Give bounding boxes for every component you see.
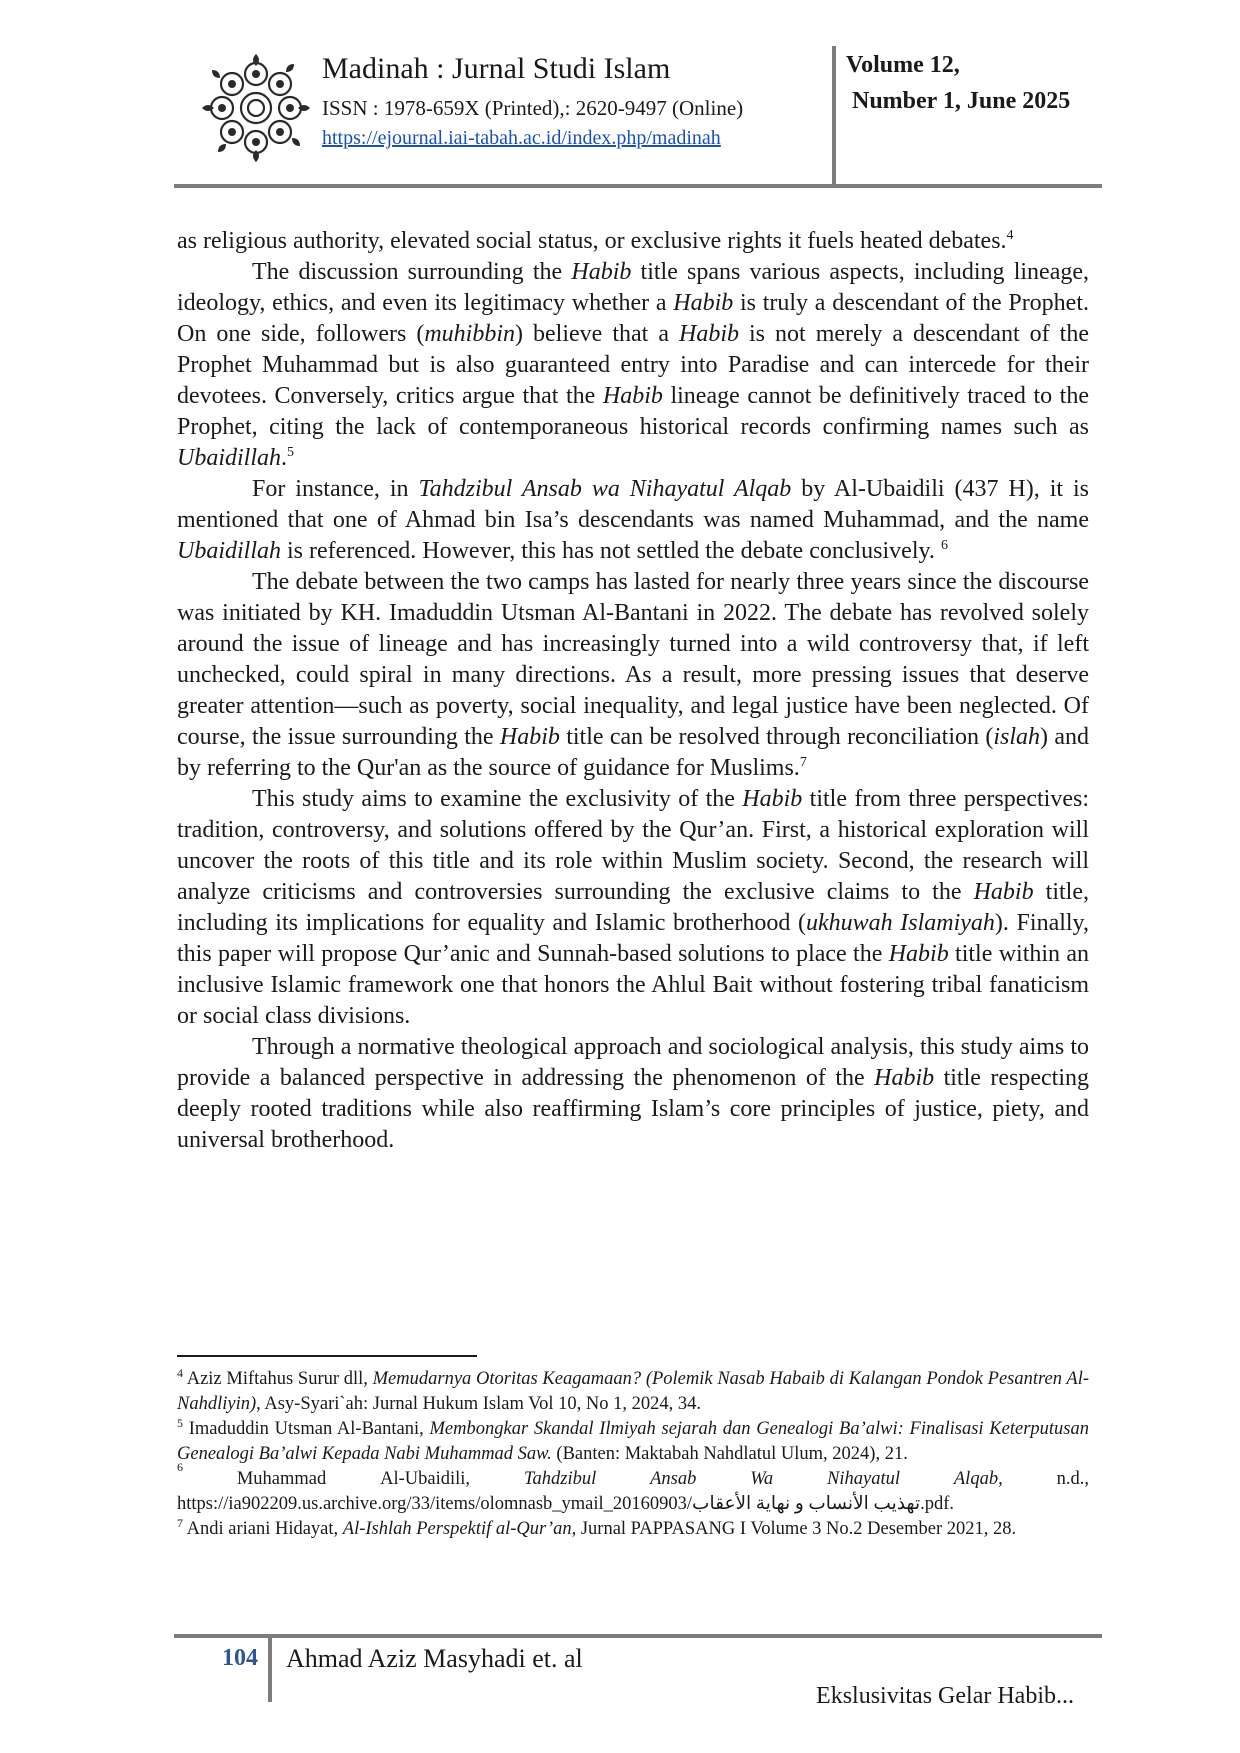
paragraph-6: Through a normative theological approach and sociological analysis, this study aims to provide a balanced perspective in addressing the phenomenon of the Habib title respecting deeply rooted traditions while also reaffirming Islam’s core principles of justice, piety, and universal brotherhood. bbox=[177, 1034, 1090, 1153]
footnote-7: $^7$ Andi ariani Hidayat, Al-Ishlah Perspektif al-Qur’an, Jurnal PAPPASANG I Volume 3 No.2 Desember 2021, 28. bbox=[177, 1515, 1017, 1539]
footer-authors: Ahmad Aziz Masyhadi et. al bbox=[286, 1644, 583, 1673]
running-title: Ekslusivitas Gelar Habib... bbox=[816, 1683, 1074, 1709]
footnote-separator bbox=[177, 1355, 477, 1357]
header-rule bbox=[174, 184, 1102, 188]
volume-label: Volume 12, bbox=[846, 52, 960, 78]
footnote-ref-5[interactable]: 5 bbox=[287, 445, 295, 460]
footnote-4: $^4$ Aziz Miftahus Surur dll, Memudarnya Otoritas Keagamaan? (Polemik Nasab Habaib di Kalangan Pondok Pesantren Al-Nahdliyin), Asy-Syari`ah: Jurnal Hukum Islam Vol 10, No 1, 2024, 34. bbox=[177, 1365, 1089, 1414]
paragraph-1: as religious authority, elevated social status, or exclusive rights it fuels heated debates.$^4$ bbox=[177, 228, 1014, 254]
footer-rule bbox=[174, 1634, 1102, 1638]
page-number: 104 bbox=[222, 1645, 258, 1671]
paragraph-3: For instance, in Tahdzibul Ansab wa Nihayatul Alqab by Al-Ubaidili (437 H), it is mentioned that one of Ahmad bin Isa’s descendants was named Muhammad, and the name Ubaidillah is referenced. However, this has not settled the debate conclusively. $^6$ bbox=[177, 476, 1090, 564]
footnote-ref-4[interactable]: 4 bbox=[1006, 228, 1014, 243]
paragraph-2: The discussion surrounding the Habib title spans various aspects, including lineage, ideology, ethics, and even its legitimacy whether a Habib is truly a descendant of the Prophet. On one side, followers (muhibbin) believe that a Habib is not merely a descendant of the Prophet Muhammad but is also guaranteed entry into Paradise and can intercede for their devotees. Conversely, critics argue that the Habib lineage cannot be definitively traced to the Prophet, citing the lack of contemporaneous historical records confirming names such as Ubaidillah.$^5$ bbox=[177, 259, 1090, 471]
footer-divider bbox=[268, 1634, 272, 1702]
footnote-6: 6 Muhammad Al-Ubaidili, Tahdzibul Ansab Wa Nihayatul Alqab, n.d., bbox=[177, 1460, 1089, 1489]
paragraph-4: The debate between the two camps has lasted for nearly three years since the discourse was initiated by KH. Imaduddin Utsman Al-Bantani in 2022. The debate has revolved solely around the issue of lineage and has increasingly turned into a wild controversy that, if left unchecked, could spiral in many directions. As a result, more pressing issues that deserve greater attention—such as poverty, social inequality, and legal justice have been neglected. Of course, the issue surrounding the Habib title can be resolved through reconciliation (islah) and by referring to the Qur'an as the source of guidance for Muslims.$^7$ bbox=[177, 569, 1089, 781]
footnotes bbox=[177, 1367, 1089, 1542]
article-body bbox=[177, 226, 1089, 1156]
paragraph-5: This study aims to examine the exclusivity of the Habib title from three perspectives: tradition, controversy, and solutions offered by the Qur’an. First, a historical exploration will uncover the roots of this title and its role within Muslim society. Second, the research will analyze criticisms and controversies surrounding the exclusive claims to the Habib title, including its implications for equality and Islamic brotherhood (ukhuwah Islamiyah). Finally, this paper will propose Qur’anic and Sunnah-based solutions to place the Habib title within an inclusive Islamic framework one that honors the Ahlul Bait without fostering tribal fanaticism or social class divisions. bbox=[177, 786, 1090, 1029]
footnote-5: $^5$ Imaduddin Utsman Al-Bantani, Membongkar Skandal Ilmiyah sejarah dan Genealogi Ba’alwi: Finalisasi Keterputusan Genealogi Ba’alwi Kepada Nabi Muhammad Saw. (Banten: Maktabah Nahdlatul Ulum, 2024), 21. bbox=[177, 1415, 1089, 1464]
footnote-6-url[interactable]: https://ia902209.us.archive.org/33/items/olomnasb_ymail_20160903/تهذيب الأنساب و نهاية الأعقاب.pdf. bbox=[177, 1494, 955, 1514]
journal-title: Madinah : Jurnal Studi Islam bbox=[322, 52, 671, 85]
journal-url-link[interactable]: https://ejournal.iai-tabah.ac.id/index.php/madinah bbox=[322, 127, 721, 149]
footnote-ref-6[interactable]: 6 bbox=[940, 538, 948, 553]
header-divider bbox=[832, 46, 836, 186]
footnote-ref-7[interactable]: 7 bbox=[799, 755, 807, 770]
issue-label: Number 1, June 2025 bbox=[852, 88, 1071, 114]
journal-issn: ISSN : 1978-659X (Printed),: 2620-9497 (Online) bbox=[322, 96, 744, 120]
journal-logo bbox=[200, 52, 312, 164]
